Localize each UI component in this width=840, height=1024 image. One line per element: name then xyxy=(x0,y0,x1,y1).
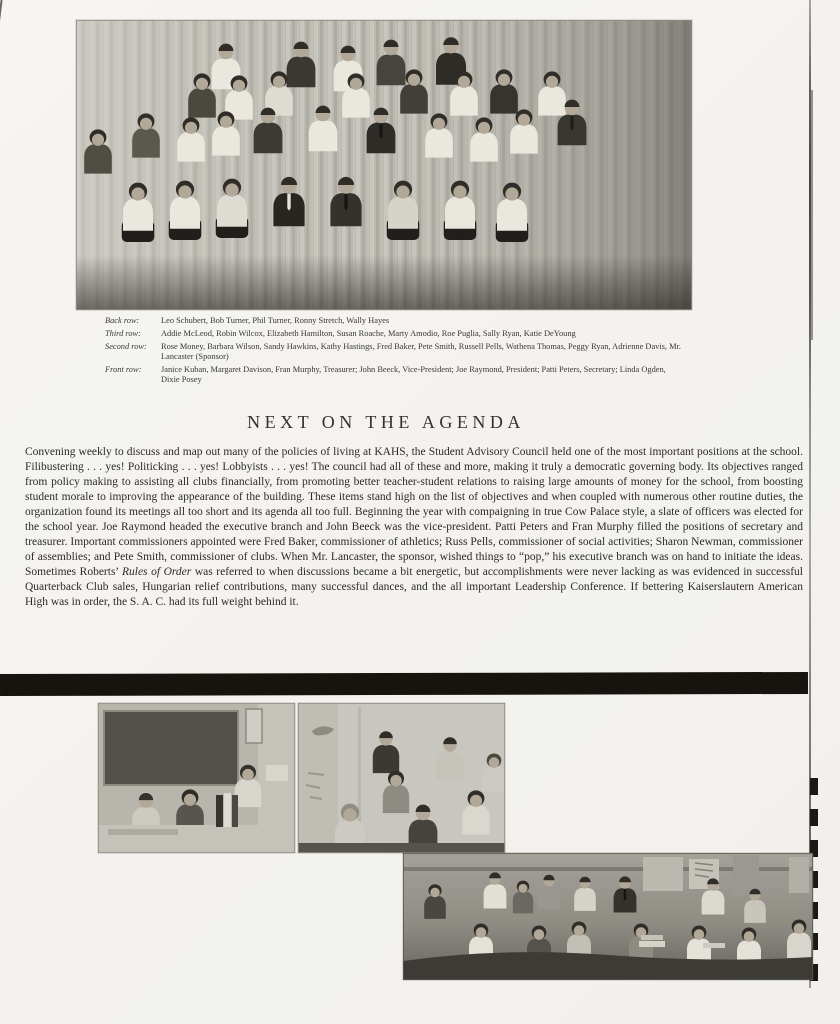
classroom-photo-right xyxy=(298,703,505,853)
article-text-segment-italic: Rules of Order xyxy=(121,566,192,578)
photo-caption-block xyxy=(105,316,685,388)
caption-row xyxy=(105,342,685,362)
caption-row-label: Back row: xyxy=(105,316,140,325)
article-text-segment: Convening weekly to discuss and map out many of the policies of living at KAHS, the Student Advisory Council held one of the most important positions at the school. Filibustering . . . yes! Politicking . . . yes! Lobbyists . . . yes! The council had all of these and more, making it truly a democratic governing body. Its objectives ranged from policy making to assisting all clubs financially, from promoting better teacher-student relations to raising large amounts of money for the school, from boosting student morale to improving the appearance of the building. These items stand high on the list of objectives and when coupled with numerous other routine duties, the organization found its meetings all too short and its agenda all too full. Beginning the year with compaigning in true Cow Palace style, a slate of officers was elected for the school year. Joe Raymond headed the executive branch and John Beeck was the vice-president. Patti Peters and Fran Murphy filled the positions of secretary and treasurer. Important commissioners appointed were Fred Baker, commissioner of athletics; Russ Pells, commissioner of social activities; Sharon Newman, commissioner of assemblies; and Pete Smith, commissioner of clubs. When Mr. Lancaster, the sponsor, wished things to “pop,” his executive branch was on hand to initiate the ideas. Sometimes Roberts’ xyxy=(25,446,803,578)
caption-row-names: Addie McLeod, Robin Wilcox, Elizabeth Hamilton, Susan Roache, Marty Amodio, Roe Puglia, Sally Ryan, Katie DeYoung xyxy=(161,328,576,338)
caption-row-names: Janice Kuban, Margaret Davison, Fran Murphy, Treasurer; John Beeck, Vice-President; Joe Raymond, President; Patti Peters, Secretary; Linda Ogden, Dixie Posey xyxy=(161,364,666,384)
article-paragraph xyxy=(25,445,803,610)
divider-bar xyxy=(0,672,808,696)
caption-row-label: Front row: xyxy=(105,364,142,374)
article-text-segment: was referred to when discussions became a bit energetic, but accomplishments were never lacking as was evidenced in successful Quarterback Club sales, Hungarian relief contributions, many successful dances, and the all important Leadership Conference. If bettering Kaiserslautern American High was in order, the S. A. C. had its full weight behind it. xyxy=(25,566,803,608)
caption-row-names: Leo Schubert, Bob Turner, Phil Turner, Ronny Stretch, Wally Hayes xyxy=(161,316,390,325)
classroom-photo-left xyxy=(98,703,295,853)
page-edge-line-dark xyxy=(811,90,813,340)
page-title: NEXT ON THE AGENDA xyxy=(247,412,525,432)
caption-row-names: Rose Money, Barbara Wilson, Sandy Hawkins, Kathy Hastings, Fred Baker, Pete Smith, Russell Pells, Wathena Thomas, Peggy Ryan, Adrienne Davis, Mr. Lancaster (Sponsor) xyxy=(161,341,681,361)
scan-corner-mark xyxy=(0,0,3,32)
caption-row xyxy=(105,329,685,339)
student-council-group-photo xyxy=(76,20,692,310)
caption-row-label: Third row: xyxy=(105,328,141,338)
caption-row xyxy=(105,365,685,385)
caption-row xyxy=(105,316,685,326)
classroom-photo-bottom xyxy=(403,853,813,980)
caption-row-label: Second row: xyxy=(105,341,147,351)
